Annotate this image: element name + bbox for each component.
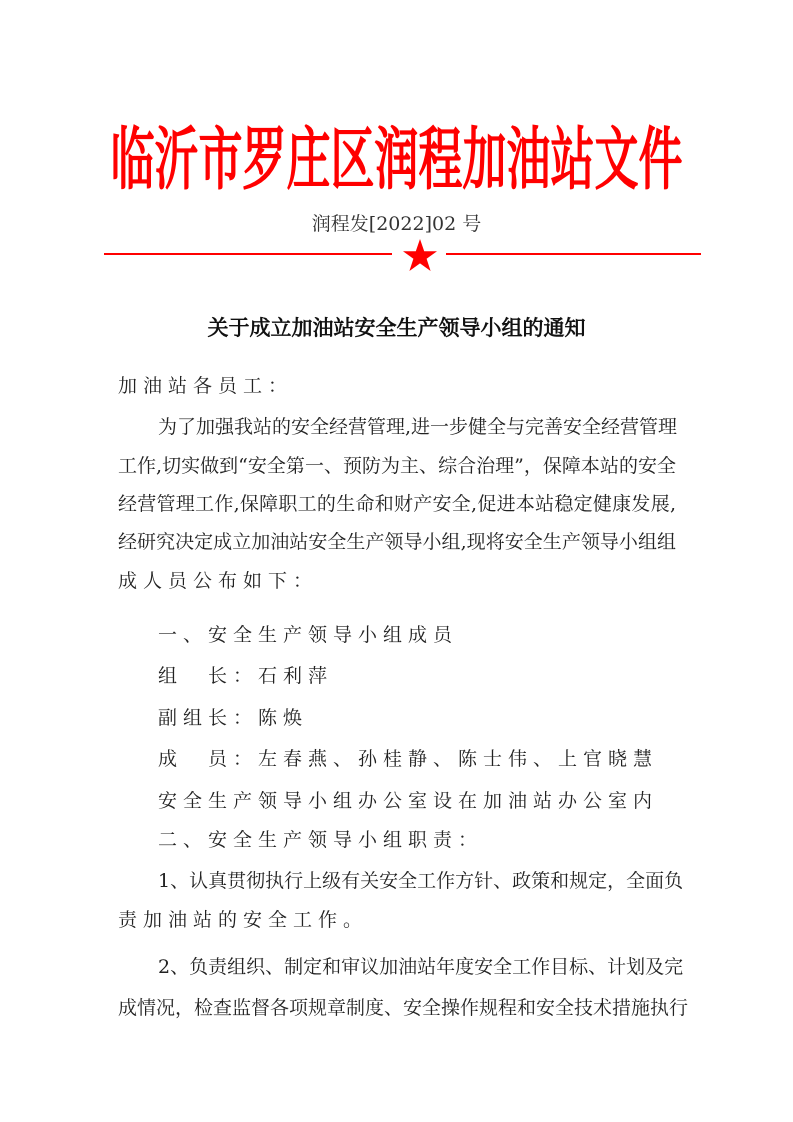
body-line: 成 员：左春燕、孙桂静、陈士伟、上官晓慧	[158, 748, 659, 770]
org-title: 临沂市罗庄区润程加油站文件	[110, 121, 683, 201]
red-rule-right	[446, 253, 701, 255]
body-line: 副组长：陈焕	[158, 707, 309, 729]
body-line: 成情况，检查监督各项规章制度、安全操作规程和安全技术措施执行	[118, 997, 689, 1019]
body-line: 组 长：石利萍	[158, 665, 334, 687]
body-line: 为了加强我站的安全经营管理,进一步健全与完善安全经营管理	[158, 416, 678, 438]
body-line: 二、安全生产领导小组职责：	[158, 829, 484, 851]
body-line: 安全生产领导小组办公室设在加油站办公室内	[158, 790, 659, 812]
body-line: 2、负责组织、制定和审议加油站年度安全工作目标、计划及完	[158, 956, 684, 978]
body-line: 1、认真贯彻执行上级有关安全工作方针、政策和规定，全面负	[158, 870, 684, 892]
red-star-icon	[402, 238, 438, 274]
notice-title: 关于成立加油站安全生产领导小组的通知	[207, 316, 586, 340]
body-line: 经研究决定成立加油站安全生产领导小组,现将安全生产领导小组组	[118, 531, 676, 553]
body-line: 加油站各员工：	[118, 375, 294, 397]
body-line: 成人员公布如下：	[118, 570, 319, 592]
red-rule-left	[104, 253, 392, 255]
body-line: 责加油站的安全工作。	[118, 909, 369, 931]
body-line: 一、安全生产领导小组成员	[158, 624, 459, 646]
body-line: 经营管理工作,保障职工的生命和财产安全,促进本站稳定健康发展,	[118, 493, 676, 515]
doc-number: 润程发[2022]02 号	[311, 213, 482, 235]
body-line: 工作,切实做到“安全第一、预防为主、综合治理”，保障本站的安全	[118, 455, 676, 477]
